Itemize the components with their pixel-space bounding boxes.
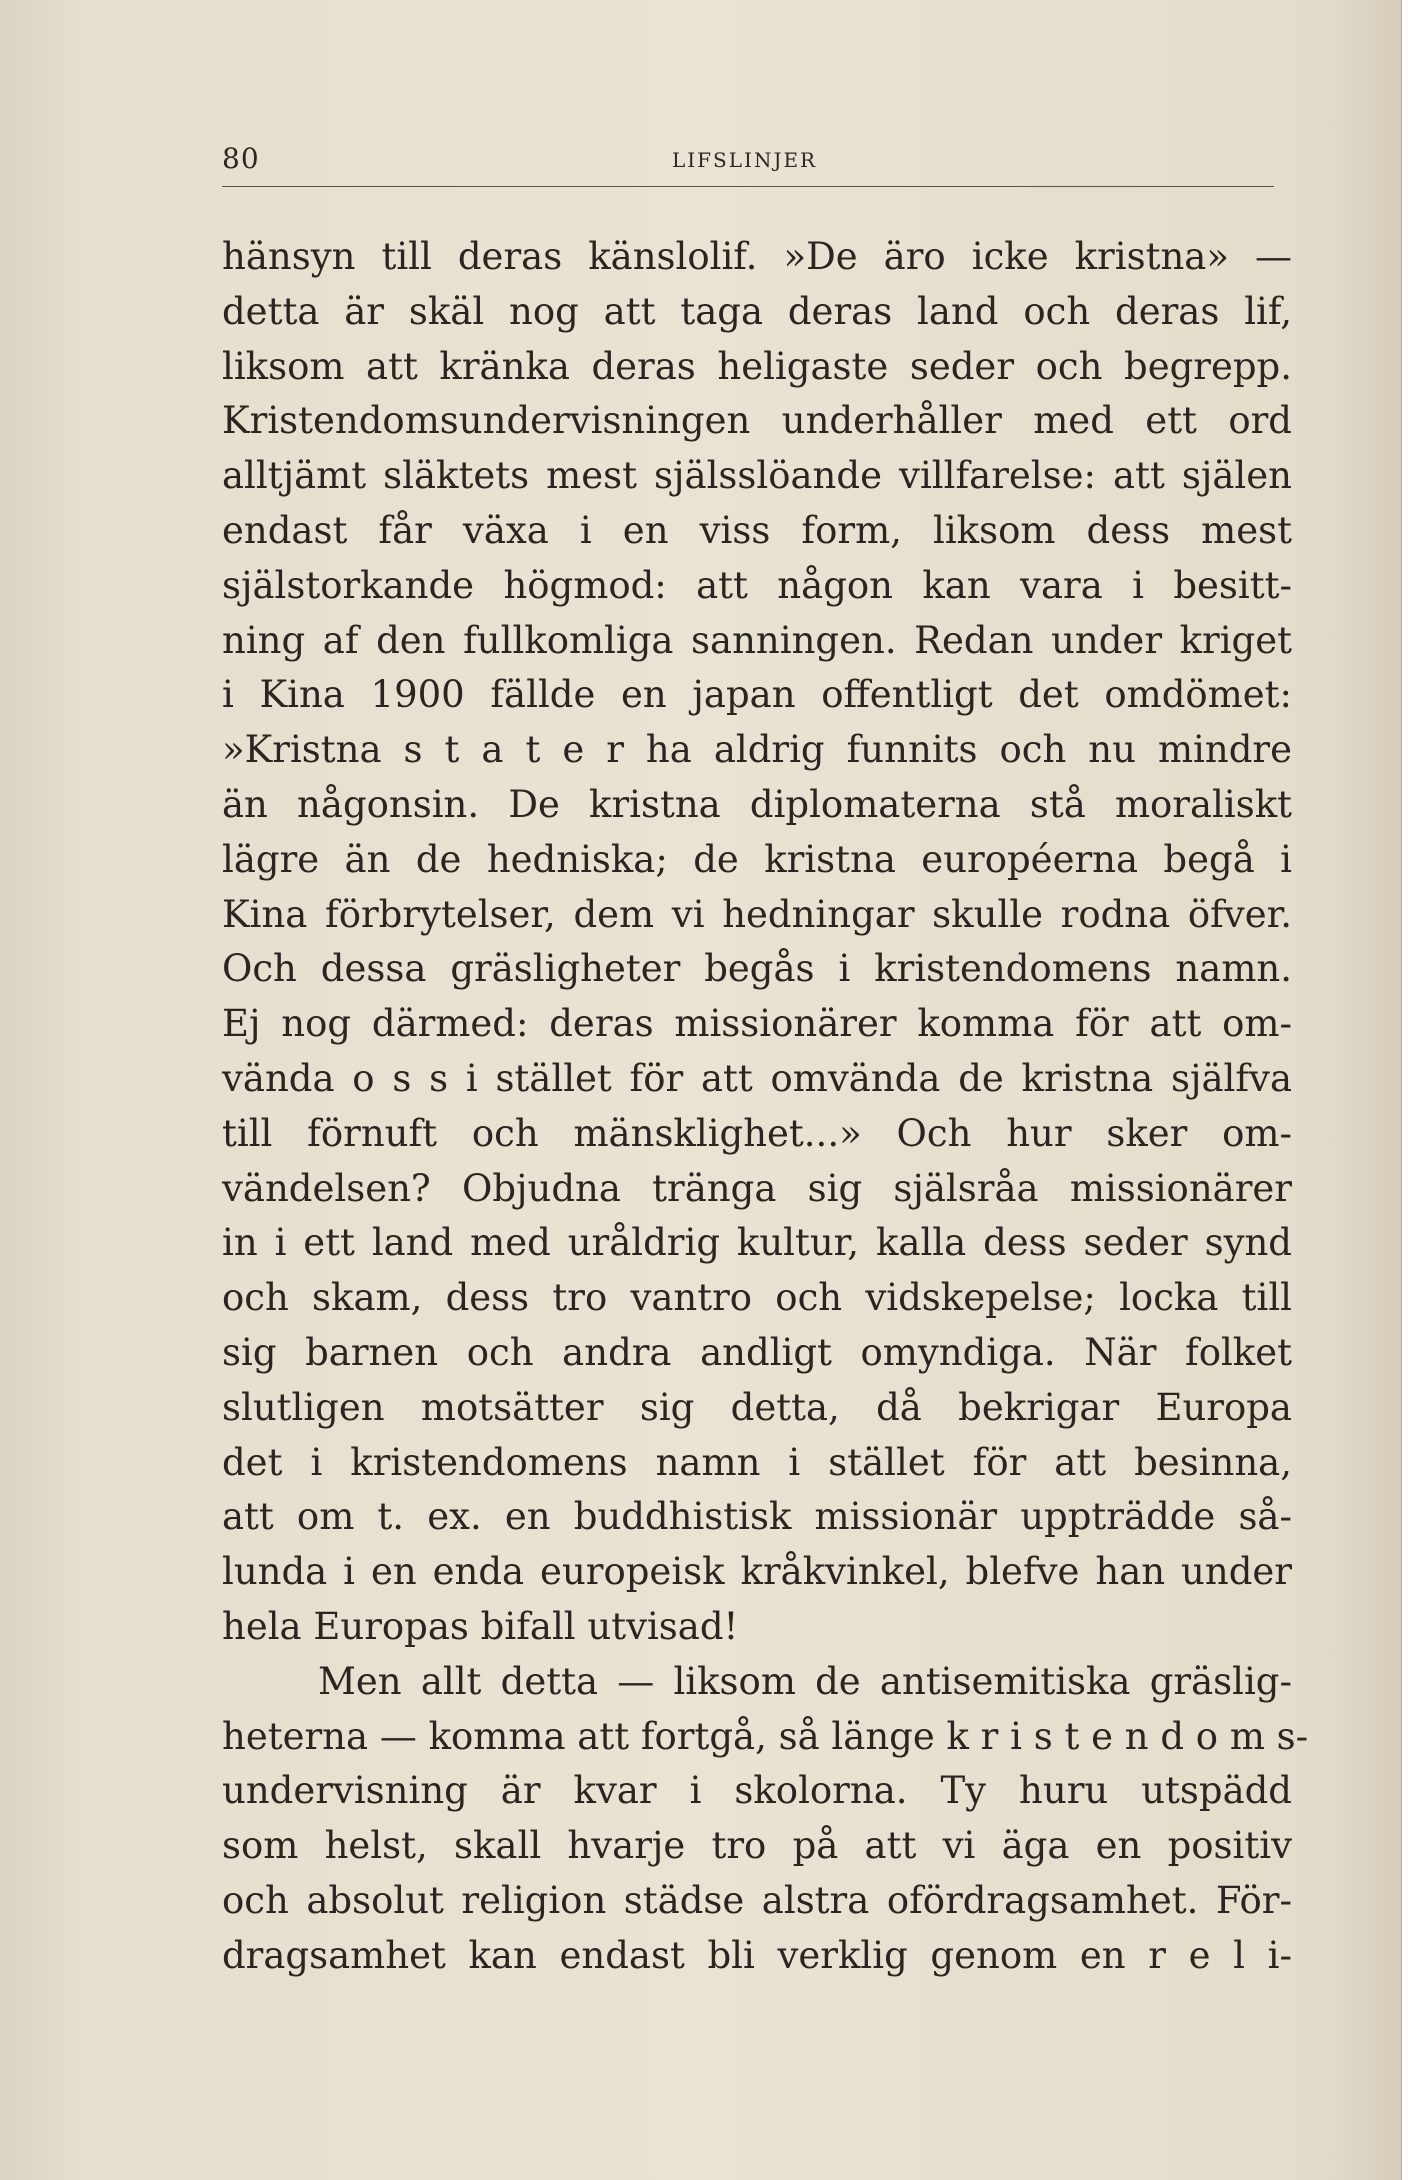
page-number: 80 — [222, 142, 260, 175]
text-line: som helst, skall hvarje tro på att vi äga en positiv — [222, 1824, 1292, 1868]
text-line: Och dessa gräsligheter begås i kristendomens namn. — [222, 947, 1292, 991]
text-line: Kristendomsundervisningen underhåller med ett ord — [222, 399, 1292, 443]
text-line: undervisning är kvar i skolorna. Ty huru utspädd — [222, 1769, 1292, 1813]
page-header — [222, 140, 1274, 184]
text-line: att om t. ex. en buddhistisk missionär uppträdde så- — [222, 1495, 1292, 1539]
text-line: Men allt detta — liksom de antisemitiska gräslig- — [318, 1659, 1292, 1703]
text-line: in i ett land med uråldrig kultur, kalla dess seder synd — [222, 1221, 1292, 1265]
text-line: ning af den fullkomliga sanningen. Redan under kriget — [222, 618, 1292, 662]
text-line: och absolut religion städse alstra ofördragsamhet. För- — [222, 1878, 1292, 1922]
text-line: lägre än de hedniska; de kristna européerna begå i — [222, 837, 1292, 881]
text-line: endast får växa i en viss form, liksom dess mest — [222, 508, 1292, 552]
text-line: detta är skäl nog att taga deras land och deras lif, — [222, 289, 1292, 333]
text-line: Ej nog därmed: deras missionärer komma för att om- — [222, 1002, 1292, 1046]
text-line: heterna — komma att fortgå, så länge k r i s t e n d o m s- — [222, 1714, 1309, 1758]
text-line: slutligen motsätter sig detta, då bekrigar Europa — [222, 1385, 1292, 1429]
header-rule — [222, 186, 1274, 187]
text-line: än någonsin. De kristna diplomaterna stå moraliskt — [222, 782, 1292, 826]
text-line: själstorkande högmod: att någon kan vara i besitt- — [222, 563, 1292, 607]
text-line: hela Europas bifall utvisad! — [222, 1604, 739, 1648]
running-head: LIFSLINJER — [672, 148, 818, 172]
text-line: alltjämt släktets mest själsslöande villfarelse: att själen — [222, 454, 1292, 498]
text-line: sig barnen och andra andligt omyndiga. När folket — [222, 1330, 1292, 1374]
text-line: Kina förbrytelser, dem vi hedningar skulle rodna öfver. — [222, 892, 1292, 936]
text-line: vända o s s i stället för att omvända de kristna själfva — [222, 1056, 1292, 1100]
body-text — [222, 230, 1309, 1984]
page-edge — [1401, 0, 1408, 2180]
text-line: »Kristna s t a t e r ha aldrig funnits och nu mindre — [222, 728, 1292, 772]
text-line: det i kristendomens namn i stället för att besinna, — [222, 1440, 1292, 1484]
text-line: i Kina 1900 fällde en japan offentligt det omdömet: — [222, 673, 1292, 717]
text-line: dragsamhet kan endast bli verklig genom en r e l i- — [222, 1933, 1292, 1977]
text-line: vändelsen? Objudna tränga sig själsråa missionärer — [222, 1166, 1292, 1210]
text-line: till förnuft och mänsklighet...» Och hur sker om- — [222, 1111, 1292, 1155]
text-line: hänsyn till deras känslolif. »De äro icke kristna» — — [222, 235, 1292, 278]
text-line: liksom att kränka deras heligaste seder och begrepp. — [222, 344, 1292, 388]
text-line: och skam, dess tro vantro och vidskepelse; locka till — [222, 1276, 1292, 1320]
text-line: lunda i en enda europeisk kråkvinkel, blefve han under — [222, 1550, 1292, 1594]
